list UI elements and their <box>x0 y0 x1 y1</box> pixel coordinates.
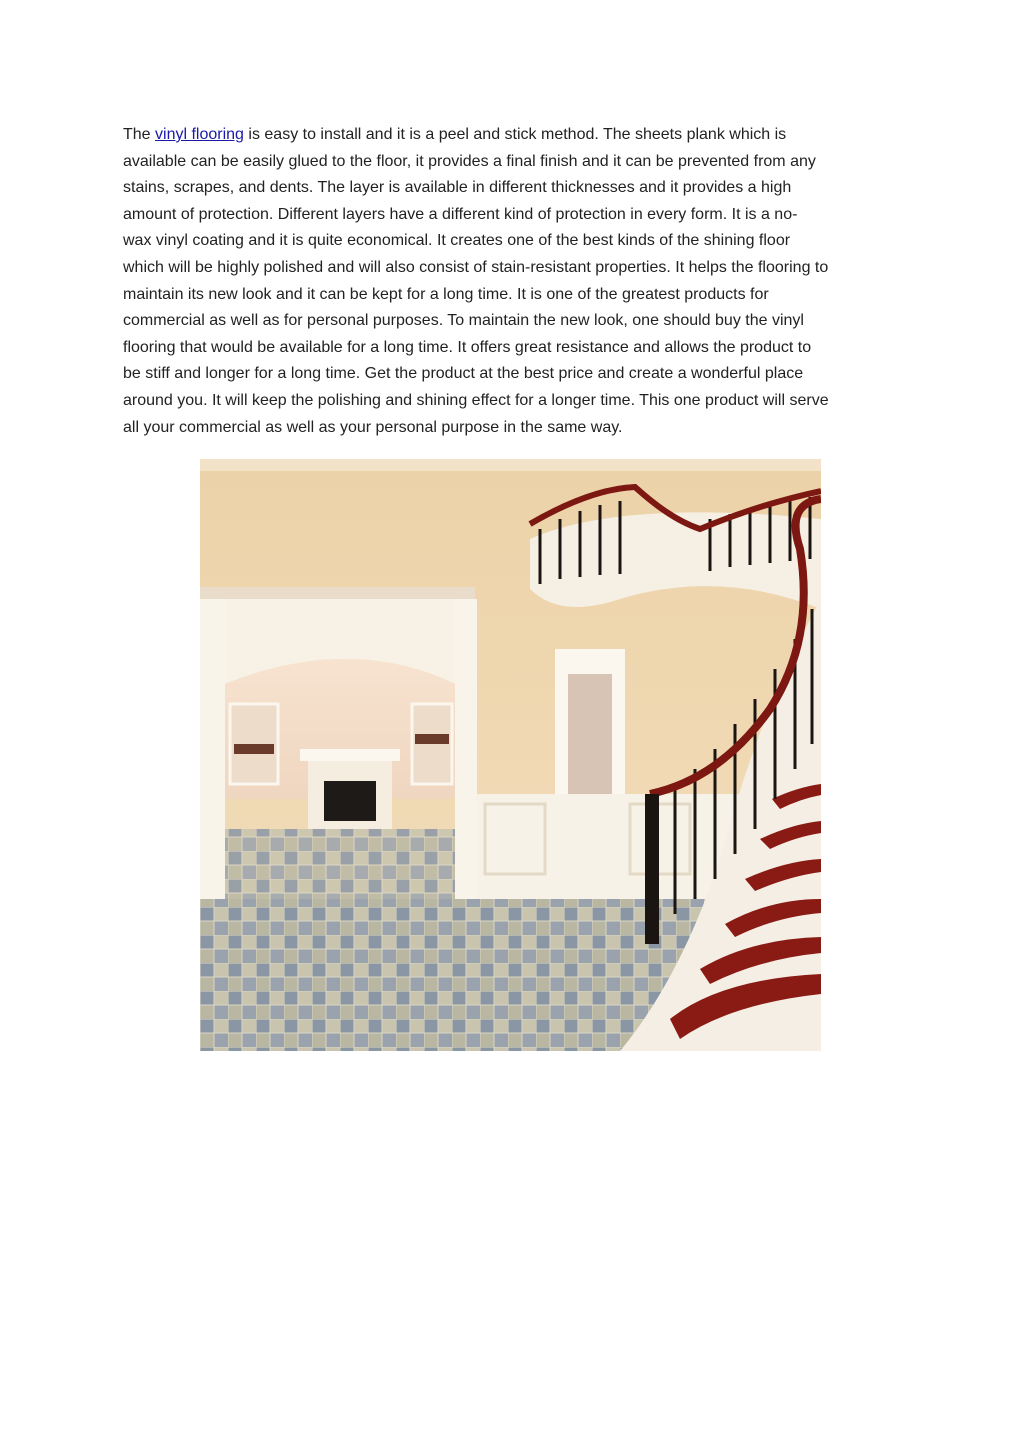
fireplace-opening <box>324 781 376 821</box>
text-line-9: flooring that would be available for a long time. It offers great resistance and allows the product to <box>123 338 812 356</box>
line1-text: is easy to install and it is a peel and stick method. The sheets plank which is <box>243 126 787 143</box>
ceiling-molding <box>200 459 821 471</box>
vinyl-flooring-link[interactable]: vinyl flooring <box>155 126 244 143</box>
body-paragraph <box>123 122 913 441</box>
text-line-2: available can be easily glued to the floor, it provides a final finish and it can be prevented from any <box>123 152 816 170</box>
fireplace-mantel <box>300 749 400 761</box>
text-line-10: be stiff and longer for a long time. Get the product at the best price and create a wonderful place <box>123 365 804 383</box>
text-line-12: all your commercial as well as your personal purpose in the same way. <box>123 418 623 436</box>
text-line-4: amount of protection. Different layers have a different kind of protection in every form. It is a no- <box>123 205 798 223</box>
text-line-3: stains, scrapes, and dents. The layer is available in different thicknesses and it provides a high <box>123 179 792 197</box>
newel-post <box>645 794 659 944</box>
text-line-11: around you. It will keep the polishing and shining effect for a longer time. This one product will serve <box>123 391 829 409</box>
text-line-5: wax vinyl coating and it is quite economical. It creates one of the best kinds of the shining floor <box>123 232 791 250</box>
text-line-6: which will be highly polished and will also consist of stain-resistant properties. It helps the flooring to <box>123 258 829 276</box>
text-line-7: maintain its new look and it can be kept for a long time. It is one of the greatest products for <box>123 285 769 303</box>
text-line-1 <box>123 122 913 149</box>
lead-text: The <box>123 126 156 143</box>
text-line-8: commercial as well as for personal purposes. To maintain the new look, one should buy the vinyl <box>123 312 804 330</box>
right-column <box>455 599 477 899</box>
foyer-staircase-photo <box>200 459 821 1051</box>
left-column <box>200 599 225 899</box>
